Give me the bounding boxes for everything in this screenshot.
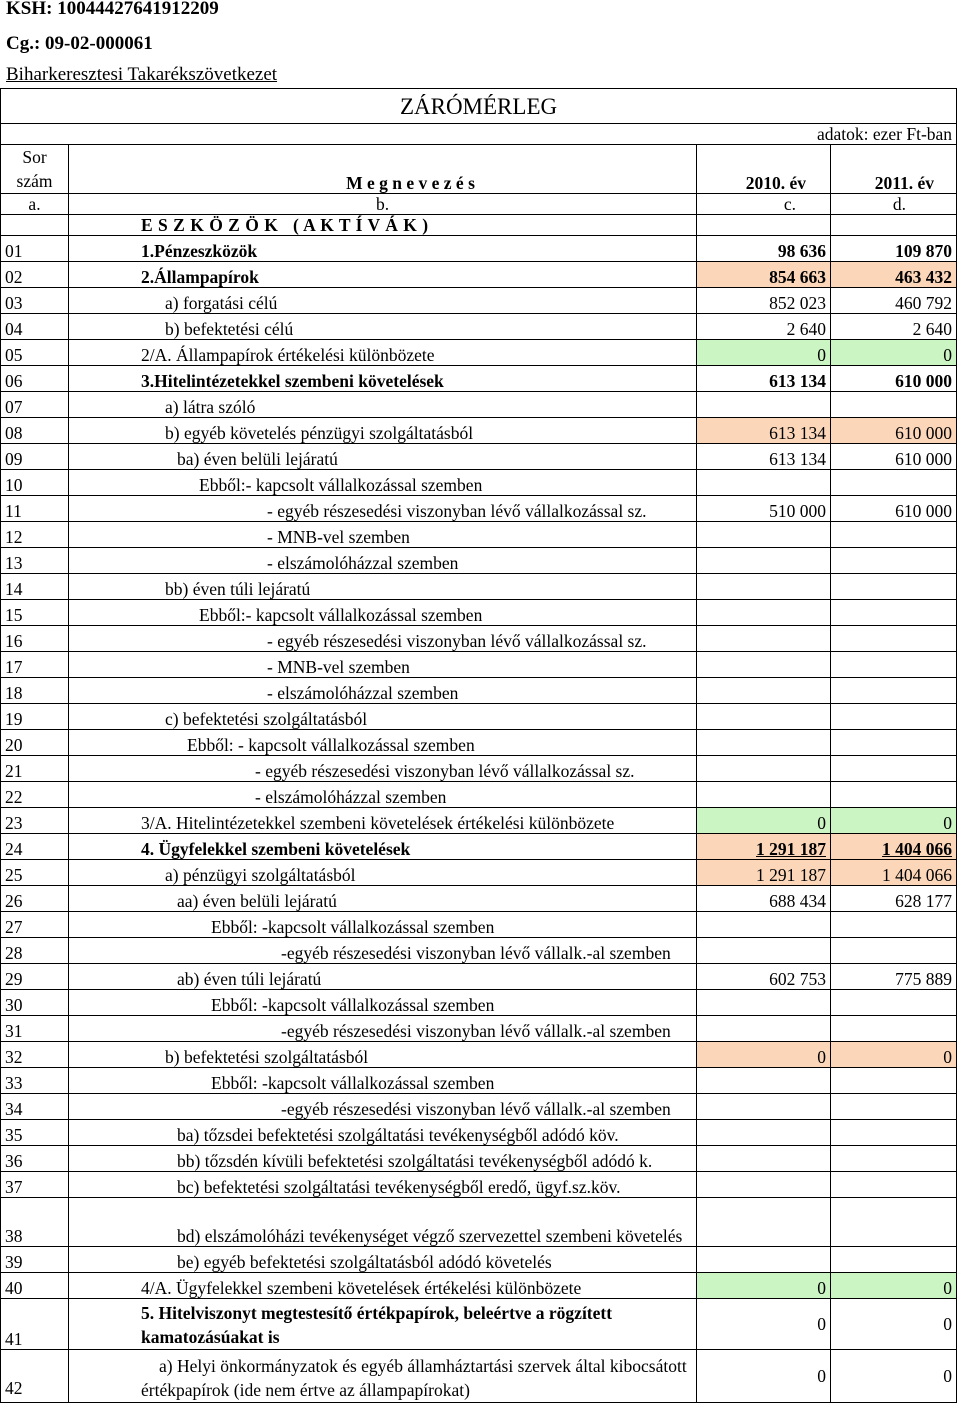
value-2011: 775 889 [831,964,957,990]
report-title: ZÁRÓMÉRLEG [1,89,957,124]
table-row [1,262,957,288]
row-label: bb) tőzsdén kívüli befektetési szolgáltatási tevékenységből adódó k. [69,1146,697,1172]
value-2011 [831,782,957,808]
row-label: bd) elszámolóházi tevékenységet végző szervezettel szembeni követelés [69,1198,697,1247]
row-number: 32 [1,1042,69,1068]
table-row [1,626,957,652]
table-row [1,938,957,964]
row-label: 3.Hitelintézetekkel szembeni követelések [69,366,697,392]
row-label: 1.Pénzeszközök [69,236,697,262]
col-letter-c: c. [697,194,831,215]
table-row [1,652,957,678]
table-row [1,1042,957,1068]
value-2011: 610 000 [831,366,957,392]
value-2010: 602 753 [697,964,831,990]
row-label: 5. Hitelviszonyt megtestesítő értékpapírok, beleértve a rögzített kamatozásúakat is [69,1299,697,1350]
value-2011 [831,1094,957,1120]
row-label: - elszámolóházzal szemben [69,678,697,704]
row-label: Ebből:- kapcsolt vállalkozással szemben [69,470,697,496]
table-row [1,1247,957,1273]
value-2011: 2 640 [831,314,957,340]
value-2010 [697,470,831,496]
table-row [1,964,957,990]
row-number: 20 [1,730,69,756]
col-header-sor [1,145,69,194]
row-label: be) egyéb befektetési szolgáltatásból adódó követelés [69,1247,697,1273]
col-header-megnevezes: M e g n e v e z é s [69,145,697,194]
row-label: Ebből: -kapcsolt vállalkozással szemben [69,1068,697,1094]
company-registration: Cg.: 09-02-000061 [6,33,153,54]
value-2011: 0 [831,1042,957,1068]
value-2010: 0 [697,1350,831,1403]
row-label: - MNB-vel szemben [69,522,697,548]
row-number: 12 [1,522,69,548]
value-2010: 510 000 [697,496,831,522]
value-2010: 688 434 [697,886,831,912]
value-2011 [831,938,957,964]
column-letter-row [1,194,957,215]
value-2011 [831,626,957,652]
value-2010 [697,548,831,574]
row-label: - MNB-vel szemben [69,652,697,678]
table-row [1,522,957,548]
row-label: bc) befektetési szolgáltatási tevékenységből eredő, ügyf.sz.köv. [69,1172,697,1198]
value-2010: 613 134 [697,444,831,470]
table-row [1,574,957,600]
unit-row [1,124,957,145]
table-row [1,1094,957,1120]
row-number: 08 [1,418,69,444]
value-2010 [697,600,831,626]
row-number: 41 [1,1299,69,1350]
section-row [1,215,957,236]
value-2010 [697,1172,831,1198]
col-header-2011: 2011. év [831,145,957,194]
row-number: 34 [1,1094,69,1120]
row-number: 39 [1,1247,69,1273]
table-row [1,990,957,1016]
row-number: 06 [1,366,69,392]
row-label: b) egyéb követelés pénzügyi szolgáltatásból [69,418,697,444]
table-row [1,678,957,704]
row-number: 24 [1,834,69,860]
row-label: Ebből:- kapcsolt vállalkozással szemben [69,600,697,626]
value-2011 [831,1120,957,1146]
table-row [1,392,957,418]
table-row [1,496,957,522]
title-row [1,89,957,124]
row-label: b) befektetési célú [69,314,697,340]
col-letter-a: a. [1,194,69,215]
row-number: 15 [1,600,69,626]
value-2011: 463 432 [831,262,957,288]
row-number: 07 [1,392,69,418]
value-2010 [697,938,831,964]
row-number: 37 [1,1172,69,1198]
value-2010 [697,522,831,548]
table-row [1,288,957,314]
value-2010 [697,392,831,418]
value-2010: 98 636 [697,236,831,262]
value-2010: 852 023 [697,288,831,314]
row-label: - egyéb részesedési viszonyban lévő vállalkozással sz. [69,496,697,522]
value-2011 [831,756,957,782]
value-2011: 0 [831,1299,957,1350]
value-2011 [831,1146,957,1172]
value-2010 [697,1068,831,1094]
value-2010: 1 291 187 [697,834,831,860]
value-2011 [831,704,957,730]
value-2010 [697,1016,831,1042]
column-header-row [1,145,957,194]
value-2011: 0 [831,1273,957,1299]
table-row [1,1120,957,1146]
value-2010: 0 [697,340,831,366]
value-2011: 460 792 [831,288,957,314]
col-header-sor-line1: Sor [22,147,47,167]
value-2010 [697,1198,831,1247]
table-row [1,782,957,808]
row-label: - elszámolóházzal szemben [69,548,697,574]
row-label: -egyéb részesedési viszonyban lévő vállalk.-al szemben [69,938,697,964]
row-label: 2.Állampapírok [69,262,697,288]
row-label: - egyéb részesedési viszonyban lévő vállalkozással sz. [69,756,697,782]
value-2010: 1 291 187 [697,860,831,886]
table-row [1,704,957,730]
table-row [1,600,957,626]
row-number: 10 [1,470,69,496]
value-2010: 0 [697,808,831,834]
row-number: 14 [1,574,69,600]
row-number: 09 [1,444,69,470]
row-number: 31 [1,1016,69,1042]
row-label: ba) éven belüli lejáratú [69,444,697,470]
table-row [1,340,957,366]
value-2011 [831,574,957,600]
row-number: 01 [1,236,69,262]
row-label: ab) éven túli lejáratú [69,964,697,990]
table-row [1,470,957,496]
value-2011: 0 [831,1350,957,1403]
value-2011 [831,548,957,574]
table-row [1,444,957,470]
row-label: Ebből: - kapcsolt vállalkozással szemben [69,730,697,756]
value-2011 [831,678,957,704]
row-label: 3/A. Hitelintézetekkel szembeni követelések értékelési különbözete [69,808,697,834]
row-label: a) forgatási célú [69,288,697,314]
row-number: 38 [1,1198,69,1247]
section-title: E S Z K Ö Z Ö K ( A K T Í V Á K ) [69,215,697,236]
table-row [1,548,957,574]
row-number: 02 [1,262,69,288]
value-2010: 613 134 [697,366,831,392]
row-number: 03 [1,288,69,314]
row-label: -egyéb részesedési viszonyban lévő vállalk.-al szemben [69,1016,697,1042]
row-label: Ebből: -kapcsolt vállalkozással szemben [69,912,697,938]
value-2011: 610 000 [831,444,957,470]
row-number: 27 [1,912,69,938]
value-2011 [831,470,957,496]
col-letter-b: b. [69,194,697,215]
value-2010: 0 [697,1042,831,1068]
row-label: c) befektetési szolgáltatásból [69,704,697,730]
row-label: a) Helyi önkormányzatok és egyéb államháztartási szervek által kibocsátott értékpapírok (ide nem értve az állampapírokat) [69,1350,697,1403]
row-number: 25 [1,860,69,886]
row-number: 36 [1,1146,69,1172]
row-number: 19 [1,704,69,730]
table-row [1,808,957,834]
value-2010: 854 663 [697,262,831,288]
row-number: 11 [1,496,69,522]
ksh-number: KSH: 10044427641912209 [6,0,219,19]
value-2010 [697,626,831,652]
col-header-sor-line2: szám [16,171,53,191]
company-name: Biharkeresztesi Takarékszövetkezet [6,64,278,85]
row-label: -egyéb részesedési viszonyban lévő vállalk.-al szemben [69,1094,697,1120]
row-number: 16 [1,626,69,652]
value-2011 [831,1068,957,1094]
row-label: bb) éven túli lejáratú [69,574,697,600]
table-row [1,886,957,912]
row-label: Ebből: -kapcsolt vállalkozással szemben [69,990,697,1016]
col-header-2010: 2010. év [697,145,831,194]
value-2010 [697,1094,831,1120]
row-number: 05 [1,340,69,366]
value-2010 [697,678,831,704]
table-row [1,236,957,262]
table-row [1,912,957,938]
balance-sheet-table [0,88,957,1403]
row-number: 33 [1,1068,69,1094]
table-row [1,860,957,886]
value-2011: 628 177 [831,886,957,912]
value-2011 [831,1247,957,1273]
value-2010 [697,1120,831,1146]
table-row [1,756,957,782]
value-2011 [831,730,957,756]
value-2010 [697,756,831,782]
row-number: 30 [1,990,69,1016]
value-2010: 613 134 [697,418,831,444]
row-number: 40 [1,1273,69,1299]
row-label: 4/A. Ügyfelekkel szembeni követelések értékelési különbözete [69,1273,697,1299]
row-number: 28 [1,938,69,964]
table-row [1,1299,957,1350]
value-2011 [831,1172,957,1198]
row-label: 4. Ügyfelekkel szembeni követelések [69,834,697,860]
unit-label: adatok: ezer Ft-ban [1,124,957,145]
value-2010 [697,730,831,756]
table-row [1,1146,957,1172]
value-2010 [697,990,831,1016]
value-2010: 0 [697,1273,831,1299]
value-2011: 610 000 [831,496,957,522]
row-label: a) látra szóló [69,392,697,418]
row-number: 35 [1,1120,69,1146]
value-2011: 610 000 [831,418,957,444]
value-2010 [697,912,831,938]
table-row [1,834,957,860]
row-number: 17 [1,652,69,678]
table-row [1,366,957,392]
value-2011 [831,990,957,1016]
value-2011 [831,652,957,678]
value-2011 [831,1016,957,1042]
row-label: 2/A. Állampapírok értékelési különbözete [69,340,697,366]
value-2011 [831,392,957,418]
row-number: 22 [1,782,69,808]
table-row [1,1198,957,1247]
table-row [1,1350,957,1403]
table-row [1,418,957,444]
row-label: ba) tőzsdei befektetési szolgáltatási tevékenységből adódó köv. [69,1120,697,1146]
row-label: aa) éven belüli lejáratú [69,886,697,912]
value-2010 [697,1146,831,1172]
row-number: 13 [1,548,69,574]
row-label: a) pénzügyi szolgáltatásból [69,860,697,886]
table-row [1,1068,957,1094]
value-2011: 1 404 066 [831,860,957,886]
value-2011 [831,600,957,626]
table-row [1,1273,957,1299]
row-number: 04 [1,314,69,340]
table-row [1,730,957,756]
row-label: - elszámolóházzal szemben [69,782,697,808]
row-number: 23 [1,808,69,834]
value-2010 [697,574,831,600]
value-2011 [831,522,957,548]
value-2011: 0 [831,808,957,834]
row-label: b) befektetési szolgáltatásból [69,1042,697,1068]
value-2010 [697,652,831,678]
row-number: 18 [1,678,69,704]
col-letter-d: d. [831,194,957,215]
row-number: 29 [1,964,69,990]
value-2010 [697,782,831,808]
value-2010: 2 640 [697,314,831,340]
value-2011: 1 404 066 [831,834,957,860]
row-number: 21 [1,756,69,782]
value-2011 [831,1198,957,1247]
value-2011: 0 [831,340,957,366]
row-number: 26 [1,886,69,912]
row-label: - egyéb részesedési viszonyban lévő vállalkozással sz. [69,626,697,652]
row-number: 42 [1,1350,69,1403]
value-2010 [697,1247,831,1273]
table-row [1,1016,957,1042]
table-row [1,314,957,340]
table-row [1,1172,957,1198]
value-2010: 0 [697,1299,831,1350]
value-2010 [697,704,831,730]
value-2011 [831,912,957,938]
value-2011: 109 870 [831,236,957,262]
